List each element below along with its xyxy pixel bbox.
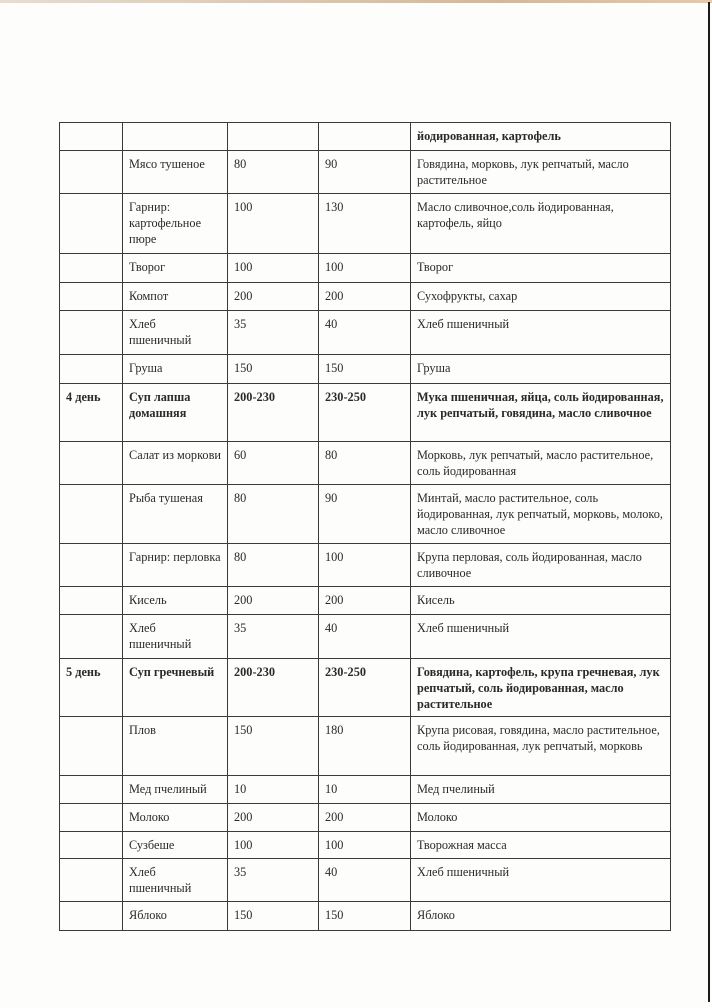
dish-cell: Сузбеше	[123, 832, 228, 859]
portion-large-cell: 150	[319, 902, 411, 931]
day-cell	[60, 717, 123, 776]
day-cell: 4 день	[60, 384, 123, 442]
menu-table-body	[60, 123, 671, 931]
ingredients-cell: Крупа перловая, соль йодированная, масло сливочное	[411, 544, 671, 587]
dish-cell: Суп гречневый	[123, 659, 228, 717]
portion-small-cell: 100	[228, 832, 319, 859]
scan-edge-right	[708, 2, 710, 1002]
portion-small-cell: 200-230	[228, 659, 319, 717]
portion-small-cell: 100	[228, 254, 319, 283]
table-row	[60, 254, 671, 283]
portion-large-cell: 40	[319, 859, 411, 902]
ingredients-cell: Мука пшеничная, яйца, соль йодированная, лук репчатый, говядина, масло сливочное	[411, 384, 671, 442]
ingredients-cell: Груша	[411, 355, 671, 384]
portion-small-cell: 80	[228, 485, 319, 544]
table-row	[60, 311, 671, 355]
table-row	[60, 804, 671, 832]
table-row	[60, 283, 671, 311]
day-cell	[60, 311, 123, 355]
dish-cell: Суп лапша домашняя	[123, 384, 228, 442]
day-cell	[60, 355, 123, 384]
day-cell	[60, 194, 123, 254]
portion-large-cell: 40	[319, 615, 411, 659]
portion-large-cell: 10	[319, 776, 411, 804]
portion-large-cell: 150	[319, 355, 411, 384]
portion-small-cell: 35	[228, 859, 319, 902]
table-row	[60, 442, 671, 485]
ingredients-cell: Творог	[411, 254, 671, 283]
table-row	[60, 384, 671, 442]
day-cell	[60, 804, 123, 832]
ingredients-cell: Мед пчелиный	[411, 776, 671, 804]
portion-large-cell: 100	[319, 544, 411, 587]
table-row	[60, 151, 671, 194]
portion-small-cell: 80	[228, 151, 319, 194]
portion-large-cell: 90	[319, 151, 411, 194]
ingredients-cell: Молоко	[411, 804, 671, 832]
portion-large-cell: 80	[319, 442, 411, 485]
portion-small-cell: 100	[228, 194, 319, 254]
table-row	[60, 776, 671, 804]
day-cell	[60, 776, 123, 804]
dish-cell: Хлеб пшеничный	[123, 311, 228, 355]
portion-large-cell: 230-250	[319, 384, 411, 442]
day-cell	[60, 151, 123, 194]
dish-cell: Рыба тушеная	[123, 485, 228, 544]
dish-cell: Мед пчелиный	[123, 776, 228, 804]
table-row	[60, 544, 671, 587]
dish-cell: Молоко	[123, 804, 228, 832]
table-row	[60, 859, 671, 902]
ingredients-cell: Сухофрукты, сахар	[411, 283, 671, 311]
ingredients-cell: Минтай, масло растительное, соль йодированная, лук репчатый, морковь, молоко, масло сливочное	[411, 485, 671, 544]
day-cell	[60, 283, 123, 311]
portion-large-cell: 180	[319, 717, 411, 776]
portion-small-cell: 10	[228, 776, 319, 804]
portion-large-cell: 200	[319, 283, 411, 311]
portion-large-cell: 200	[319, 804, 411, 832]
portion-small-cell: 60	[228, 442, 319, 485]
portion-small-cell: 35	[228, 615, 319, 659]
day-cell	[60, 859, 123, 902]
table-row	[60, 587, 671, 615]
day-cell	[60, 123, 123, 151]
portion-small-cell: 35	[228, 311, 319, 355]
dish-cell: Мясо тушеное	[123, 151, 228, 194]
dish-cell: Компот	[123, 283, 228, 311]
table-row	[60, 832, 671, 859]
portion-small-cell: 150	[228, 355, 319, 384]
ingredients-cell: Хлеб пшеничный	[411, 859, 671, 902]
portion-large-cell: 100	[319, 254, 411, 283]
dish-cell: Хлеб пшеничный	[123, 859, 228, 902]
portion-small-cell: 200-230	[228, 384, 319, 442]
portion-large-cell: 40	[319, 311, 411, 355]
day-cell	[60, 615, 123, 659]
dish-cell: Хлеб пшеничный	[123, 615, 228, 659]
portion-large-cell	[319, 123, 411, 151]
ingredients-cell: йодированная, картофель	[411, 123, 671, 151]
ingredients-cell: Масло сливочное,соль йодированная, картофель, яйцо	[411, 194, 671, 254]
table-row	[60, 123, 671, 151]
dish-cell: Яблоко	[123, 902, 228, 931]
ingredients-cell: Говядина, морковь, лук репчатый, масло растительное	[411, 151, 671, 194]
ingredients-cell: Крупа рисовая, говядина, масло растительное, соль йодированная, лук репчатый, морковь	[411, 717, 671, 776]
table-row	[60, 485, 671, 544]
table-row	[60, 659, 671, 717]
ingredients-cell: Творожная масса	[411, 832, 671, 859]
day-cell	[60, 544, 123, 587]
day-cell	[60, 485, 123, 544]
day-cell	[60, 442, 123, 485]
portion-small-cell: 200	[228, 804, 319, 832]
portion-small-cell: 150	[228, 902, 319, 931]
portion-large-cell: 100	[319, 832, 411, 859]
table-row	[60, 615, 671, 659]
portion-small-cell: 80	[228, 544, 319, 587]
scan-edge-top	[0, 0, 712, 3]
portion-small-cell	[228, 123, 319, 151]
menu-table	[59, 122, 671, 931]
day-cell	[60, 832, 123, 859]
portion-large-cell: 230-250	[319, 659, 411, 717]
table-row	[60, 194, 671, 254]
dish-cell: Салат из моркови	[123, 442, 228, 485]
day-cell: 5 день	[60, 659, 123, 717]
portion-small-cell: 200	[228, 283, 319, 311]
day-cell	[60, 902, 123, 931]
dish-cell: Гарнир: картофельное пюре	[123, 194, 228, 254]
table-row	[60, 355, 671, 384]
portion-large-cell: 200	[319, 587, 411, 615]
ingredients-cell: Хлеб пшеничный	[411, 615, 671, 659]
portion-large-cell: 130	[319, 194, 411, 254]
dish-cell: Плов	[123, 717, 228, 776]
dish-cell: Груша	[123, 355, 228, 384]
ingredients-cell: Морковь, лук репчатый, масло растительное, соль йодированная	[411, 442, 671, 485]
ingredients-cell: Хлеб пшеничный	[411, 311, 671, 355]
ingredients-cell: Кисель	[411, 587, 671, 615]
dish-cell: Гарнир: перловка	[123, 544, 228, 587]
day-cell	[60, 254, 123, 283]
day-cell	[60, 587, 123, 615]
ingredients-cell: Говядина, картофель, крупа гречневая, лук репчатый, соль йодированная, масло растительное	[411, 659, 671, 717]
portion-small-cell: 150	[228, 717, 319, 776]
dish-cell	[123, 123, 228, 151]
portion-small-cell: 200	[228, 587, 319, 615]
portion-large-cell: 90	[319, 485, 411, 544]
dish-cell: Кисель	[123, 587, 228, 615]
ingredients-cell: Яблоко	[411, 902, 671, 931]
table-row	[60, 717, 671, 776]
table-row	[60, 902, 671, 931]
dish-cell: Творог	[123, 254, 228, 283]
